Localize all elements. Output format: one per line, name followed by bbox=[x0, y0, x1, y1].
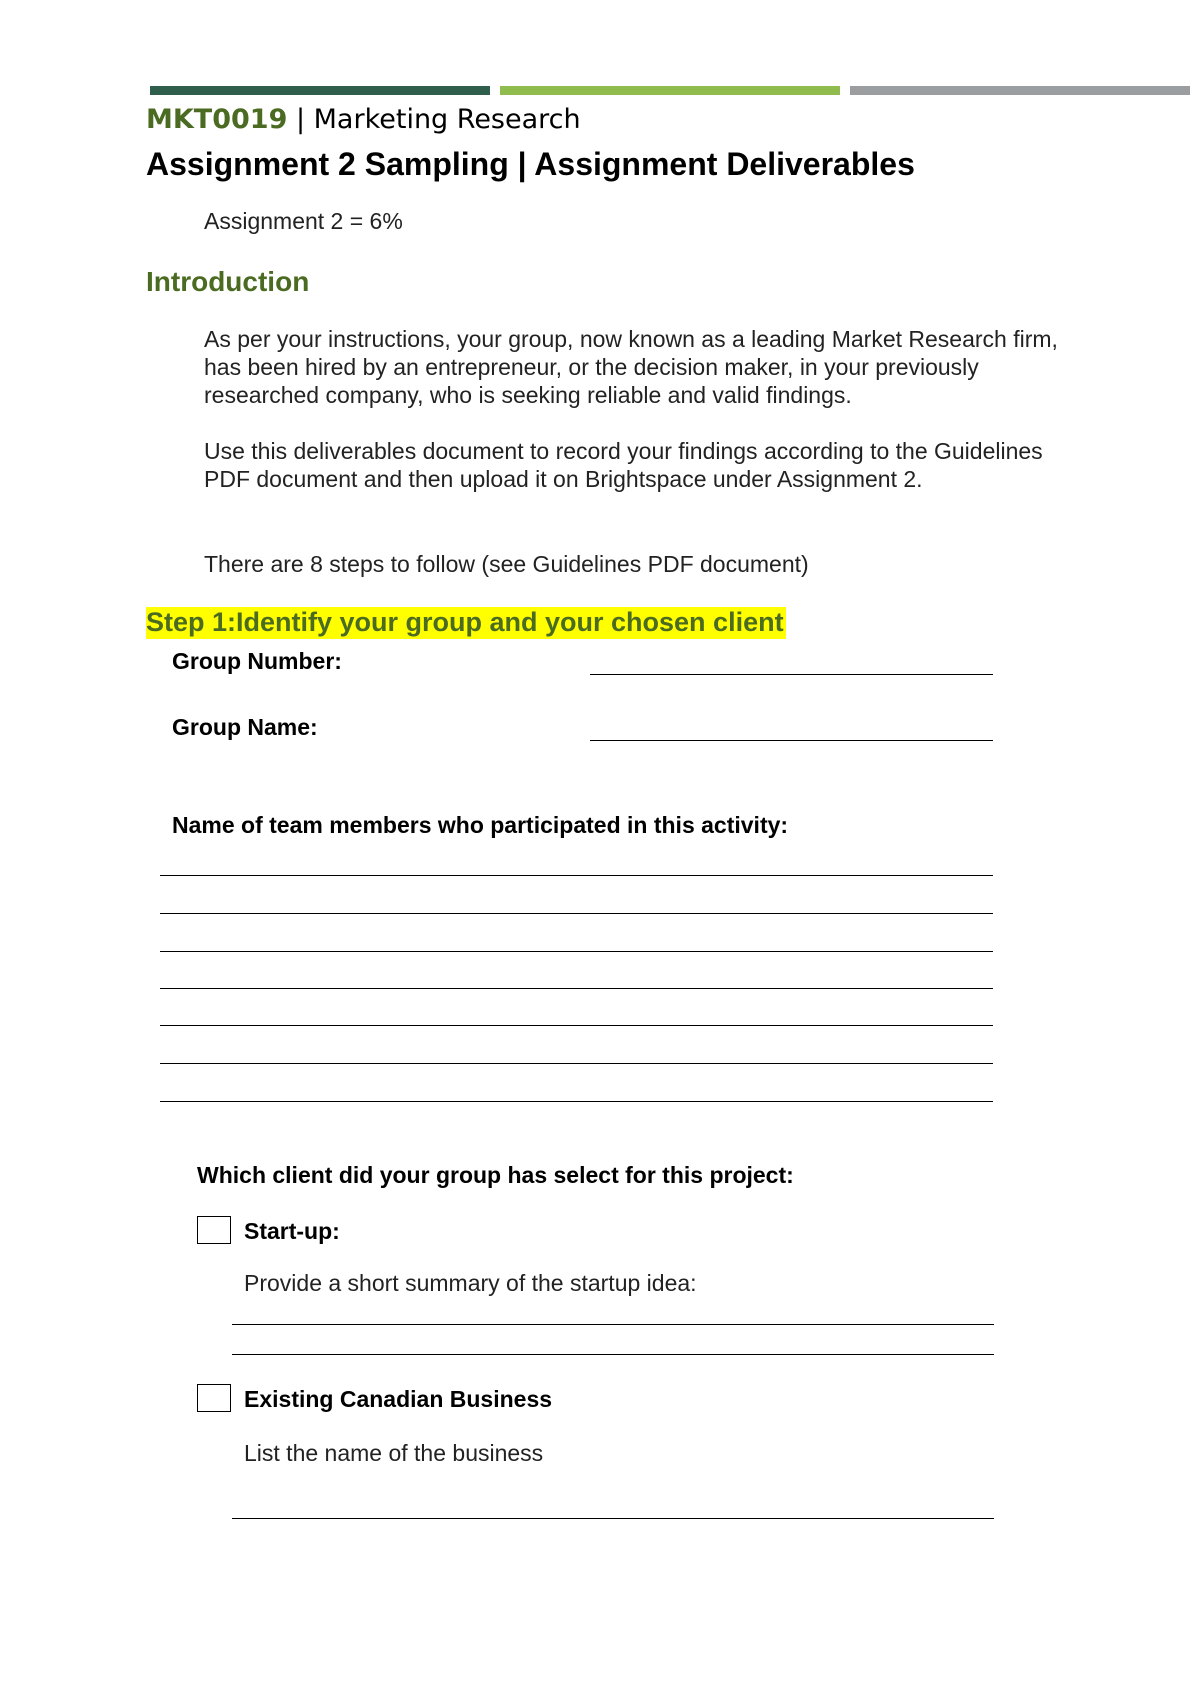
existing-business-option-label: Existing Canadian Business bbox=[244, 1386, 553, 1412]
startup-checkbox[interactable] bbox=[197, 1216, 231, 1244]
course-code: MKT0019 bbox=[146, 104, 288, 135]
group-name-field[interactable] bbox=[590, 740, 993, 741]
intro-paragraph-3: There are 8 steps to follow (see Guidelines PDF document) bbox=[204, 551, 809, 577]
group-number-field[interactable] bbox=[590, 674, 993, 675]
header-bar-dark-green bbox=[150, 86, 490, 95]
header-bar-grey bbox=[850, 86, 1190, 95]
startup-summary-line-2[interactable] bbox=[232, 1354, 994, 1355]
intro-paragraph-2: Use this deliverables document to record your findings according to the Guidelines PDF document and then upload it on Brightspace under Assignment 2. bbox=[204, 438, 1043, 492]
step-1-heading: Step 1:Identify your group and your chosen client bbox=[146, 607, 784, 637]
team-member-line-7[interactable] bbox=[160, 1101, 993, 1102]
team-member-line-4[interactable] bbox=[160, 988, 993, 989]
client-question: Which client did your group has select for this project: bbox=[197, 1162, 794, 1188]
team-members-label: Name of team members who participated in this activity: bbox=[172, 812, 789, 838]
existing-business-checkbox[interactable] bbox=[197, 1384, 231, 1412]
team-member-line-6[interactable] bbox=[160, 1063, 993, 1064]
startup-option-label: Start-up: bbox=[244, 1218, 340, 1244]
group-number-label: Group Number: bbox=[172, 648, 342, 674]
team-member-line-2[interactable] bbox=[160, 913, 993, 914]
course-name: Marketing Research bbox=[313, 104, 581, 135]
header-bar-light-green bbox=[500, 86, 840, 95]
course-line bbox=[146, 104, 581, 135]
document-title: Assignment 2 Sampling | Assignment Deliverables bbox=[146, 146, 915, 182]
course-separator: | bbox=[287, 104, 314, 135]
intro-paragraph-1: As per your instructions, your group, now known as a leading Market Research firm, has been hired by an entrepreneur, or the decision maker, in your previously researched company, who is seeking reliable and valid findings. bbox=[204, 326, 1058, 408]
assignment-weight: Assignment 2 = 6% bbox=[204, 208, 403, 234]
team-member-line-1[interactable] bbox=[160, 875, 993, 876]
startup-summary-line-1[interactable] bbox=[232, 1324, 994, 1325]
team-member-line-3[interactable] bbox=[160, 951, 993, 952]
business-name-prompt: List the name of the business bbox=[244, 1440, 544, 1466]
startup-summary-prompt: Provide a short summary of the startup idea: bbox=[244, 1270, 697, 1296]
group-name-label: Group Name: bbox=[172, 714, 318, 740]
team-member-line-5[interactable] bbox=[160, 1025, 993, 1026]
introduction-heading: Introduction bbox=[146, 266, 310, 297]
business-name-line[interactable] bbox=[232, 1518, 994, 1519]
